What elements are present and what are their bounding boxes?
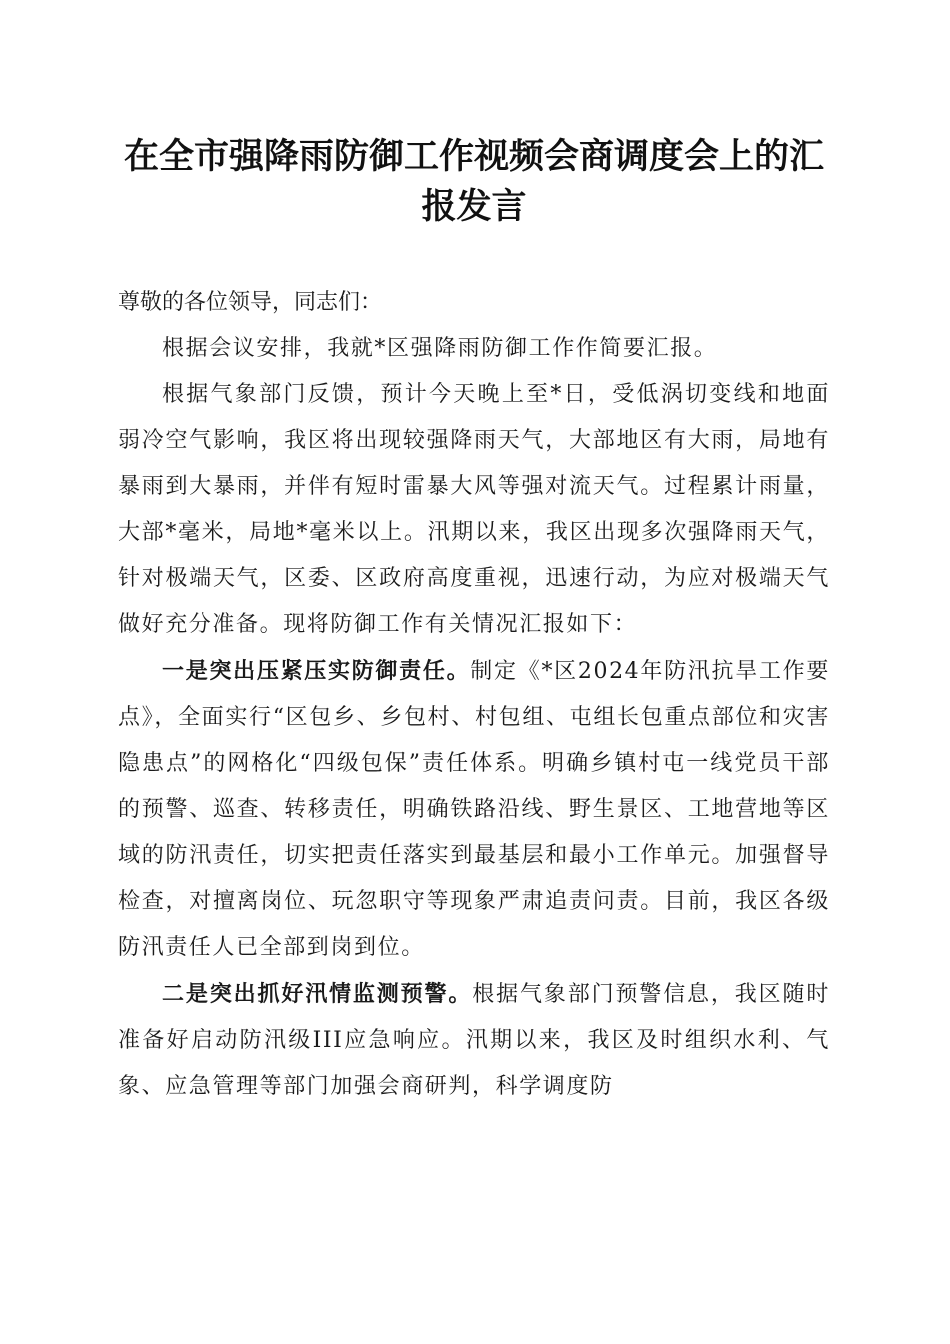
document-page <box>118 132 830 1110</box>
paragraph-responsibility <box>118 648 830 971</box>
paragraph-monitoring <box>118 971 830 1110</box>
paragraph-text: 根据气象部门预警信息，我区随时准备好启动防汛级III应急响应。汛期以来，我区及时组织水利、气象、应急管理等部门加强会商研判，科学调度防 <box>118 982 830 1099</box>
paragraph-text: 根据会议安排，我就*区强降雨防御工作作简要汇报。 <box>162 336 718 361</box>
salutation: 尊敬的各位领导，同志们： <box>118 290 383 315</box>
paragraph-lead: 二是突出抓好汛情监测预警。 <box>162 981 473 1007</box>
paragraph-lead: 一是突出压紧压实防御责任。 <box>162 658 471 684</box>
paragraph-weather <box>118 372 830 648</box>
paragraph-intro <box>118 326 830 372</box>
paragraph-text: 根据气象部门反馈，预计今天晚上至*日，受低涡切变线和地面弱冷空气影响，我区将出现较强降雨天气，大部地区有大雨，局地有暴雨到大暴雨，并伴有短时雷暴大风等强对流天气。过程累计雨量，大部*毫米，局地*毫米以上。汛期以来，我区出现多次强降雨天气，针对极端天气，区委、区政府高度重视，迅速行动，为应对极端天气做好充分准备。现将防御工作有关情况汇报如下： <box>118 382 830 637</box>
document-title: 在全市强降雨防御工作视频会商调度会上的汇报发言 <box>123 136 824 227</box>
paragraph-text: 制定《*区2024年防汛抗旱工作要点》，全面实行“区包乡、乡包村、村包组、屯组长包重点部位和灾害隐患点”的网格化“四级包保”责任体系。明确乡镇村屯一线党员干部的预警、巡查、转移责任，明确铁路沿线、野生景区、工地营地等区域的防汛责任，切实把责任落实到最基层和最小工作单元。加强督导检查，对擅离岗位、玩忽职守等现象严肃追责问责。目前，我区各级防汛责任人已全部到岗到位。 <box>118 659 830 960</box>
